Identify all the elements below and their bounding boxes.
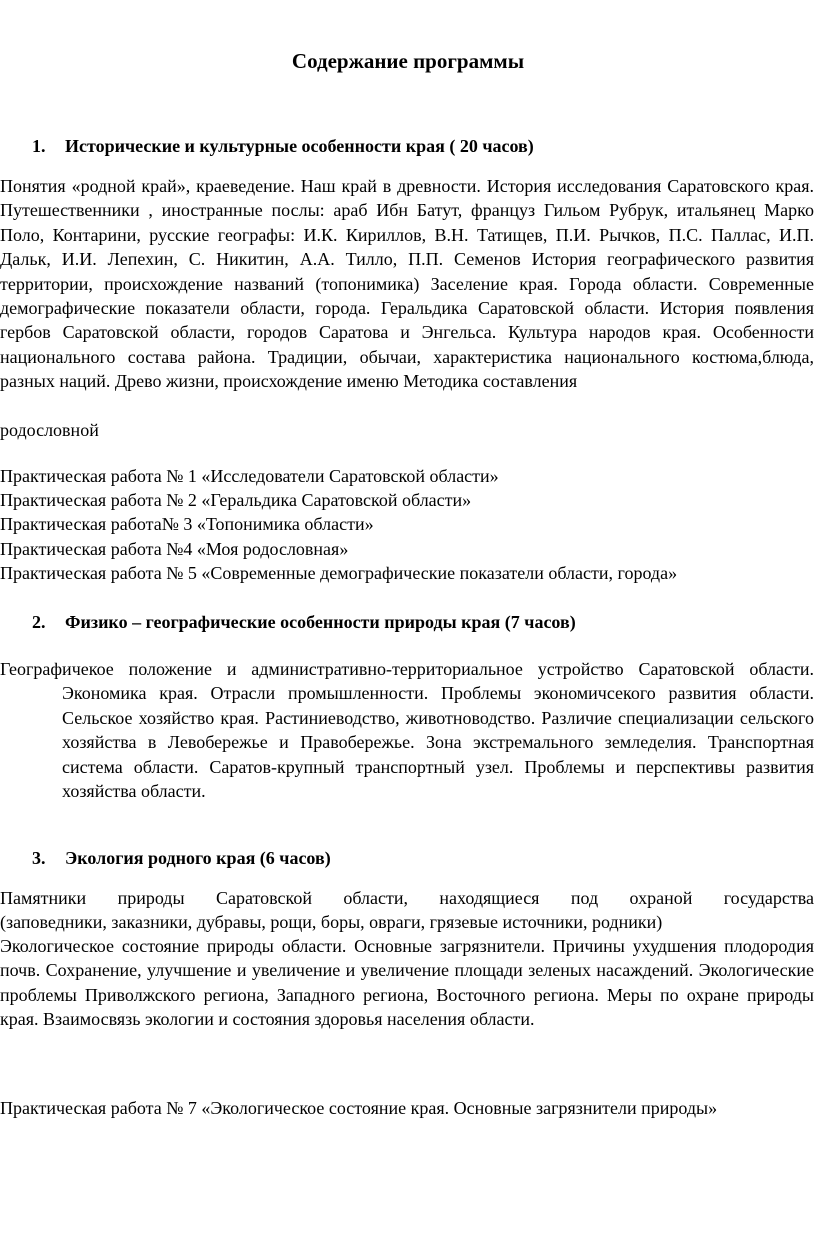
practical-item: Практическая работа № 5 «Современные демографические показатели области, города» [0,562,678,583]
page-title: Содержание программы [291,49,525,73]
section-1-body: Понятия «родной край», краеведение. Наш край в древности. История исследования Саратовского края. Путешественники , иностранные послы: араб Ибн Батут, француз Гильом Рубрук, итальянец Марко Поло, Контарини, русские географы: И.К. Кириллов, В.Н. Татищев, П.И. Рычков, П.С. Паллас, И.П. Дальк, И.И. Лепехин, С. Никитин, А.А. Тилло, П.П. Семенов История географического развития территории, происхождение названий (топонимика) Заселение края. Города области. Современные демографические показатели области, города. Геральдика Саратовской области. История появления гербов Саратовской области, городов Саратова и Энгельса. Культура народов края. Особенности национального состава района. Традиции, обычаи, характеристика национального костюма,блюда, разных наций. Древо жизни, происхождение именю Методика составления [0,176,814,392]
section-1-body-end: родословной [0,420,99,440]
section-1-practicals [0,464,677,585]
section-2-heading [32,610,576,634]
practical-item: Практическая работа №4 «Моя родословная» [0,538,349,559]
section-3-body-line-2: (заповедники, заказники, дубравы, рощи, боры, овраги, грязевые источники, родники) [0,912,663,932]
section-1-number: 1. [32,136,46,156]
section-3-body: Экологическое состояние природы области. Основные загрязнители. Причины ухудшения плодородия почв. Сохранение, улучшение и увеличение и увеличение площади зеленых насаждений. Экологические проблемы Приволжского региона, Западного региона, Восточного региона. Меры по охране природы края. Взаимосвязь экологии и состояния здоровья населения области. [0,936,814,1030]
section-3-body-line-1: Памятники природы Саратовской области, находящиеся под охраной государства [0,888,814,908]
practical-item: Практическая работа № 2 «Геральдика Саратовской области» [0,490,472,511]
section-3-practical: Практическая работа № 7 «Экологическое состояние края. Основные загрязнители природы» [0,1098,718,1118]
section-2-title: Физико – географические особенности природы края (7 часов) [65,612,576,632]
section-2-body: Географичекое положение и административно-территориальное устройство Саратовской области. Экономика края. Отрасли промышленности. Проблемы экономичсекого развития области. Сельское хозяйство края. Растиниеводство, животноводство. Различие специализации сельского хозяйства в Левобережье и Правобережье. Зона экстремального земледелия. Транспортная система области. Саратов-крупный транспортный узел. Проблемы и перспективы развития хозяйства области. [0,659,814,802]
section-1-title: Исторические и культурные особенности края ( 20 часов) [65,136,534,156]
section-2-number: 2. [32,612,46,632]
section-1-heading [32,134,534,158]
practical-item: Практическая работа № 1 «Исследователи Саратовской области» [0,466,499,486]
section-3-heading [32,846,331,870]
section-3-title: Экология родного края (6 часов) [65,848,331,868]
section-3-number: 3. [32,848,46,868]
practical-item: Практическая работа№ 3 «Топонимика области» [0,514,374,535]
